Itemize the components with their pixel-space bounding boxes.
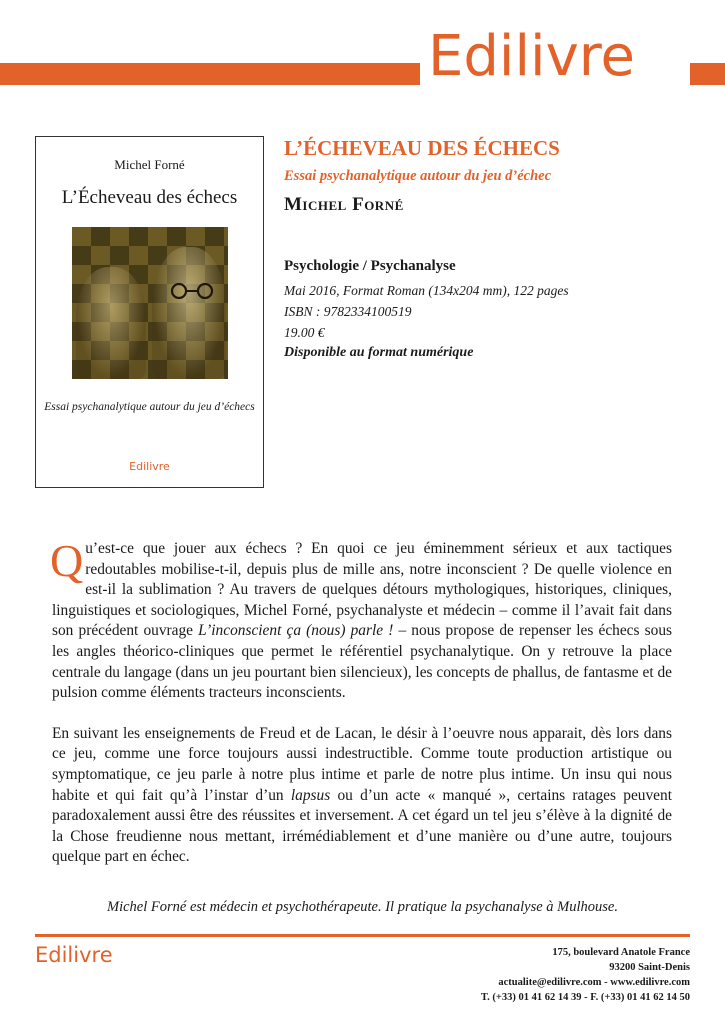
glasses-icon [168, 283, 216, 299]
footer-address [481, 945, 690, 1005]
book-title: L’ÉCHEVEAU DES ÉCHECS [284, 136, 560, 160]
cover-title: L’Écheveau des échecs [61, 187, 238, 208]
book-author: Michel Forné [284, 194, 404, 215]
cover-subtitle: Essai psychanalytique autour du jeu d’échecs [44, 401, 255, 413]
edilivre-logo: Edilivre [428, 24, 635, 89]
dropcap: Q [50, 535, 84, 586]
cover-chessboard-portrait-image [72, 227, 228, 379]
book-availability: Disponible au format numérique [284, 345, 474, 360]
book-subtitle: Essai psychanalytique autour du jeu d’échec [284, 168, 552, 184]
contact-email-website: actualite@edilivre.com - www.edilivre.com [498, 977, 690, 988]
description-paragraph-1 [50, 535, 672, 704]
book-info [284, 134, 704, 363]
contact-phone-fax: T. (+33) 01 41 62 14 39 - F. (+33) 01 41 62 14 50 [480, 992, 690, 1003]
portrait-left [76, 267, 146, 379]
address-street: 175, boulevard Anatole France [552, 947, 690, 958]
description-p1-end: – nous propose de repenser les échecs sous les angles théorico-cliniques que permet le référentiel psychanalytique. On y retrouve la place centrale du langage (dans un jeu pourtant bien silencieux), les concepts de phallus, de fantasme et de pulsion comme éléments tracteurs inconscients. [52, 622, 672, 702]
book-isbn: ISBN : 9782334100519 [284, 304, 412, 319]
book-category: Psychologie / Psychanalyse [284, 258, 456, 274]
footer-divider [35, 934, 690, 937]
description-p1-book-reference: L’inconscient ça (nous) parle ! [198, 622, 394, 640]
description-p2-end: ou d’un acte « manqué », certains ratages peuvent paradoxalement aussi être des réussites et inversement. A cet égard un tel jeu s’élève à la dignité de la Chose freudienne nous mettant, irrémédiablement et d’une manière ou d’une autre, toujours quelque part en échec. [52, 786, 672, 866]
book-price: 19.00 € [284, 325, 325, 340]
header-accent-bar-right [690, 63, 725, 85]
description-paragraph-2 [52, 724, 672, 868]
author-bio: Michel Forné est médecin et psychothérapeute. Il pratique la psychanalyse à Mulhouse. [107, 899, 618, 915]
cover-publisher-logo: Edilivre [129, 460, 170, 473]
book-description [50, 535, 672, 868]
address-city: 93200 Saint-Denis [609, 962, 690, 973]
description-p1-start: u’est-ce que jouer aux échecs ? En quoi ce jeu éminemment sérieux et aux tactiques redoutables mobilise-t-il, depuis plus de mille ans, notre inconscient ? De quelle violence en est-il la sublimation ? Au travers de quelques détours mythologiques, historiques, cliniques, linguistiques et sociologiques, Michel Forné, psychanalyste et médecin – comme il l’avait fait dans son précédent ouvrage [52, 540, 672, 640]
header-accent-bar [0, 63, 420, 85]
footer-edilivre-logo: Edilivre [35, 943, 113, 967]
description-p2-italic: lapsus [290, 786, 331, 804]
book-cover [35, 136, 264, 488]
description-p2-start: En suivant les enseignements de Freud et de Lacan, le désir à l’oeuvre nous apparait, dès lors dans ce jeu, comme une force toujours aussi indestructible. Comme toute production artistique ou symptomatique, ce jeu parle à notre plus intime et parle de notre plus intime. Un insu qui nous habite et qui fait qu’à l’instar d’un [52, 724, 672, 804]
portrait-right [152, 247, 226, 379]
cover-author: Michel Forné [114, 157, 185, 172]
book-edition: Mai 2016, Format Roman (134x204 mm), 122 pages [284, 283, 569, 298]
